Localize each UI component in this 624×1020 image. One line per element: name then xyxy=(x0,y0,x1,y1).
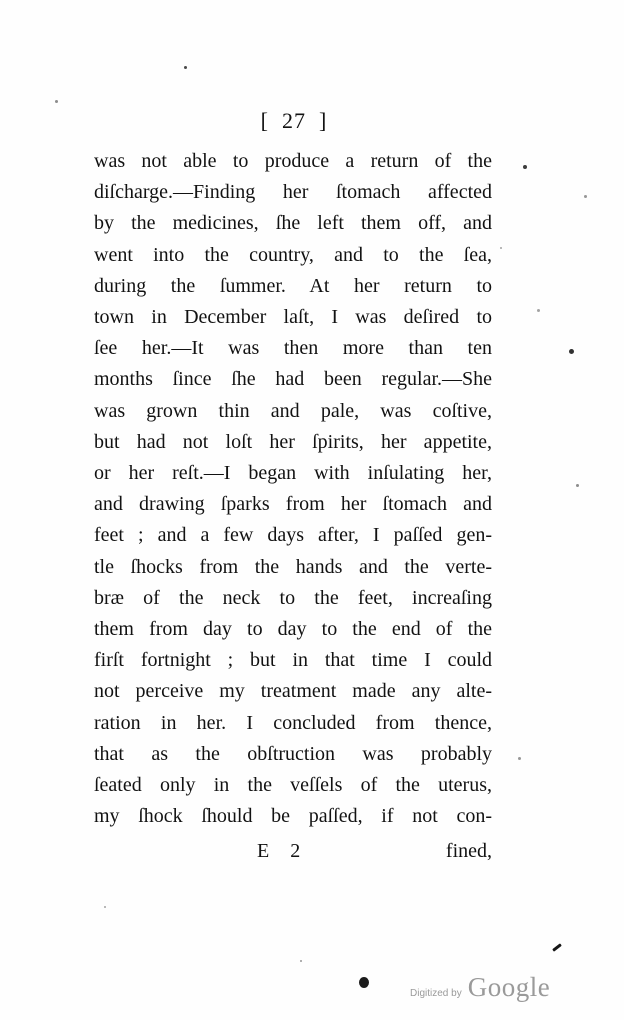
text-line: feet ; and a few days after, I paſſed gen- xyxy=(94,524,492,547)
scan-speck xyxy=(500,247,502,249)
body-text xyxy=(94,146,492,832)
scan-speck xyxy=(584,195,587,198)
text-line: was not able to produce a return of the xyxy=(94,150,492,172)
scan-speck xyxy=(518,757,521,760)
text-line: months ſince ſhe had been regular.—She xyxy=(94,368,492,391)
signature-catchword-row xyxy=(94,836,492,867)
text-line: and drawing ſparks from her ſtomach and xyxy=(94,493,492,516)
google-logo: Google xyxy=(467,972,551,1002)
catchword: fined, xyxy=(445,840,492,862)
google-watermark xyxy=(410,972,550,1003)
scan-speck xyxy=(569,349,574,354)
text-line: went into the country, and to the ſea, xyxy=(94,243,492,266)
scan-speck xyxy=(523,165,527,169)
text-line: them from day to day to the end of the xyxy=(94,618,492,641)
scan-mark xyxy=(552,943,562,952)
scan-speck xyxy=(300,960,302,962)
signature-mark: E 2 xyxy=(257,840,309,862)
text-line: that as the obſtruction was probably xyxy=(94,742,492,765)
text-line: or her reſt.—I began with inſulating her, xyxy=(94,462,492,485)
ink-dot xyxy=(359,977,369,988)
text-line: not perceive my treatment made any alte- xyxy=(94,680,492,703)
text-line: bræ of the neck to the feet, increaſing xyxy=(94,586,492,609)
text-line: tle ſhocks from the hands and the verte- xyxy=(94,555,492,578)
scan-speck xyxy=(104,906,106,908)
text-line: during the ſummer. At her return to xyxy=(94,274,492,297)
scan-speck xyxy=(184,66,187,69)
text-line: firſt fortnight ; but in that time I could xyxy=(94,649,492,672)
text-line: town in December laſt, I was deſired to xyxy=(94,306,492,329)
text-line: ſee her.—It was then more than ten xyxy=(94,337,492,360)
scan-speck xyxy=(576,484,579,487)
text-line: by the medicines, ſhe left them off, and xyxy=(94,212,492,235)
scan-speck xyxy=(55,100,58,103)
text-line: was grown thin and pale, was coſtive, xyxy=(94,399,492,422)
text-line: my ſhock ſhould be paſſed, if not con- xyxy=(94,805,492,828)
page-number-header: [ 27 ] xyxy=(260,108,328,133)
text-line: ſeated only in the veſſels of the uterus, xyxy=(94,774,492,797)
digitized-by-label: Digitized by xyxy=(410,988,462,999)
text-line: ration in her. I concluded from thence, xyxy=(94,711,492,734)
text-line: diſcharge.—Finding her ſtomach affected xyxy=(94,181,492,204)
text-line: but had not loſt her ſpirits, her appetite, xyxy=(94,430,492,453)
scan-speck xyxy=(537,309,540,312)
